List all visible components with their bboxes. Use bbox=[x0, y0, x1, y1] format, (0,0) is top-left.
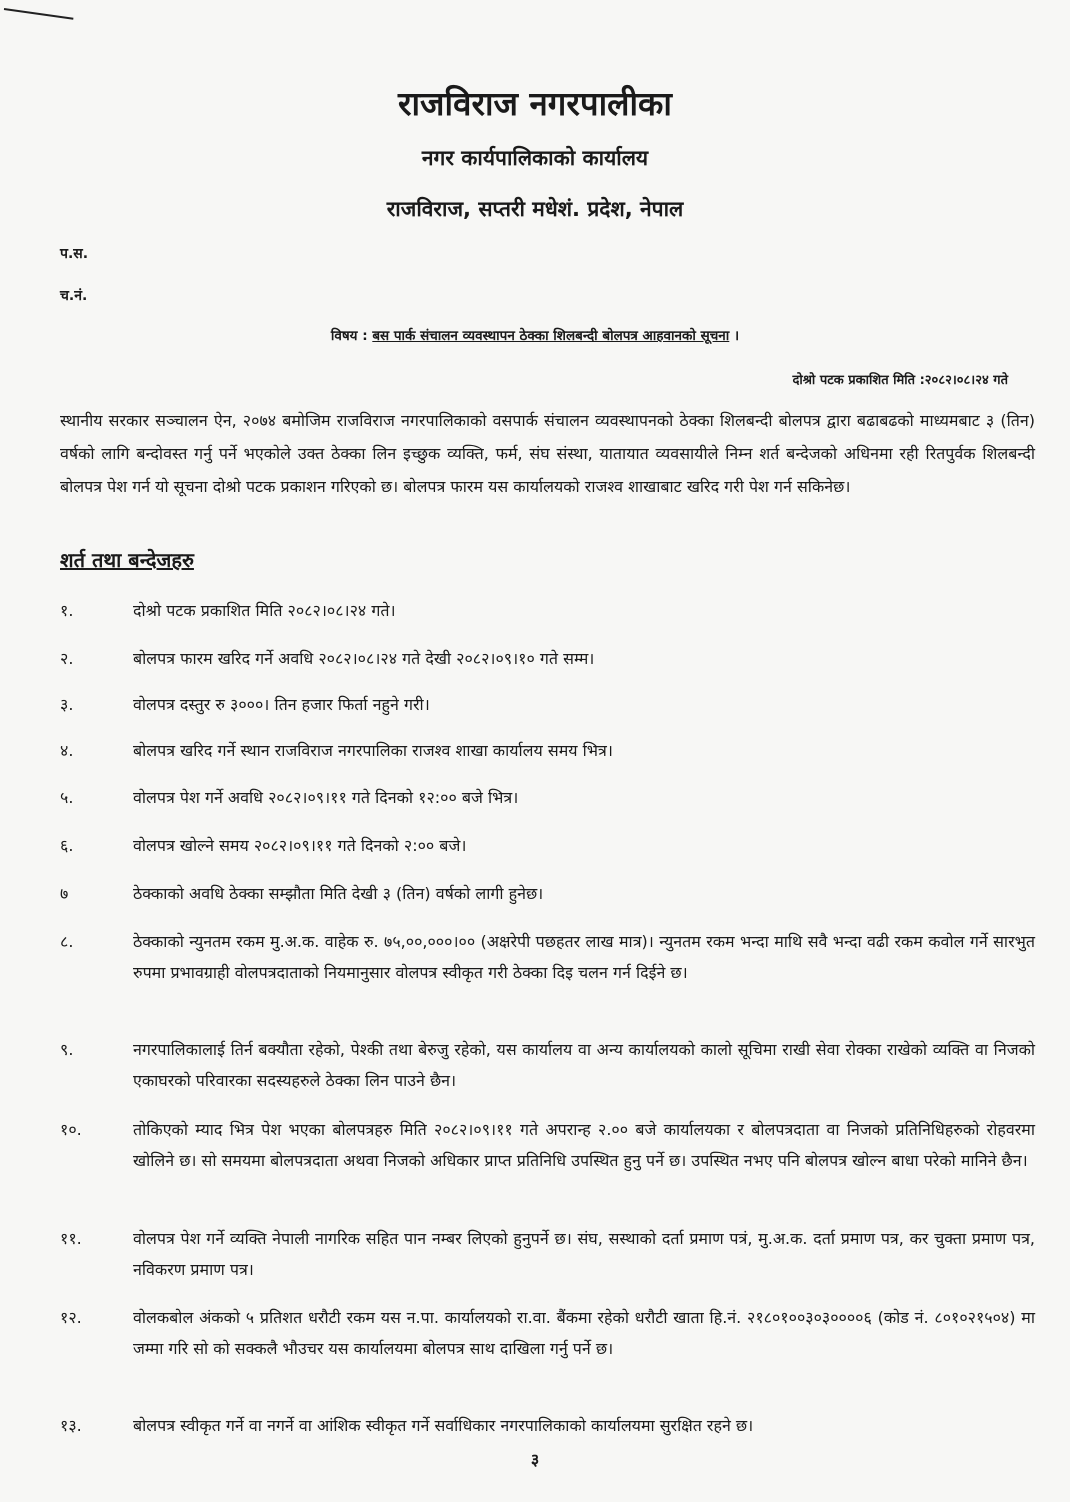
condition-number: १३. bbox=[60, 1416, 82, 1435]
subject-line bbox=[0, 326, 1070, 344]
condition-text: बोलपत्र स्वीकृत गर्ने वा नगर्ने वा आंशिक स्वीकृत गर्ने सर्वाधिकार नगरपालिकाको कार्यालयमा सुरक्षित रहने छ। bbox=[133, 1416, 754, 1435]
condition-text: ठेक्काको न्युनतम रकम मु.अ.क. वाहेक रु. ७५,००,०००।०० (अक्षरेपी पछहतर लाख मात्र)। न्युनतम रकम भन्दा माथि सवै भन्दा वढी रकम कवोल गर्ने सारभुत रुपमा प्रभावग्राही वोलपत्रदाताको नियमानुसार वोलपत्र स्वीकृत गरी ठेक्का दिइ चलन गर्न दिईने छ। bbox=[133, 932, 1035, 982]
condition-text: वोलपत्र खोल्ने समय २०८२।०९।११ गते दिनको २:०० बजे। bbox=[133, 836, 467, 855]
condition-text: वोलपत्र दस्तुर रु ३०००। तिन हजार फिर्ता नहुने गरी। bbox=[133, 695, 430, 714]
condition-number: ८. bbox=[60, 932, 74, 951]
condition-text: ठेक्काको अवधि ठेक्का सम्झौता मिति देखी ३ (तिन) वर्षको लागी हुनेछ। bbox=[133, 884, 544, 903]
condition-text: बोलपत्र खरिद गर्ने स्थान राजविराज नगरपालिका राजश्व शाखा कार्यालय समय भित्र। bbox=[133, 741, 613, 760]
condition-text: वोलकबोल अंकको ५ प्रतिशत धरौटी रकम यस न.पा. कार्यालयको रा.वा. बैंकमा रहेको धरौटी खाता हि.नं. २१८०१००३०३००००६ (कोड नं. ८०१०२१५०४) मा जम्मा गरि सो को सक्कलै भौउचर यस कार्यालयमा बोलपत्र साथ दाखिला गर्नु पर्ने छ। bbox=[133, 1308, 1035, 1358]
publication-date: दोश्रो पटक प्रकाशित मिति :२०८२।०८।२४ गते bbox=[792, 373, 1008, 388]
condition-text: तोकिएको म्याद भित्र पेश भएका बोलपत्रहरु मिति २०८२।०९।११ गते अपरान्ह २.०० बजे कार्यालयका र बोलपत्रदाता वा निजको प्रतिनिधिहरुको रोहवरमा खोलिने छ। सो समयमा बोलपत्रदाता अथवा निजको अधिकार प्राप्त प्रतिनिधि उपस्थित हुनु पर्ने छ। उपस्थित नभए पनि बोलपत्र खोल्न बाधा परेको मानिने छैन। bbox=[133, 1120, 1035, 1170]
intro-paragraph: स्थानीय सरकार सञ्चालन ऐन, २०७४ बमोजिम राजविराज नगरपालिकाको वसपार्क संचालन व्यवस्थापनको ठेक्का शिलबन्दी बोलपत्र द्वारा बढाबढको माध्यमबाट ३ (तिन) वर्षको लागि बन्दोवस्त गर्नु पर्ने भएकोले उक्त ठेक्का लिन इच्छुक व्यक्ति, फर्म, संघ संस्था, यातायात व्यवसायीले निम्न शर्त बन्देजको अधिनमा रही रितपुर्वक शिलबन्दी बोलपत्र पेश गर्न यो सूचना दोश्रो पटक प्रकाशन गरिएको छ। बोलपत्र फारम यस कार्यालयको राजश्व शाखाबाट खरिद गरी पेश गर्न सकिनेछ। bbox=[60, 411, 1035, 496]
ref-ps: प.स. bbox=[60, 246, 89, 262]
page-number: ३ bbox=[530, 1450, 540, 1469]
condition-number: ६. bbox=[60, 836, 74, 855]
ref-chn: च.नं. bbox=[60, 288, 88, 304]
condition-number: ३. bbox=[60, 695, 74, 714]
office-address: राजविराज, सप्तरी मधेशं. प्रदेश, नेपाल bbox=[386, 197, 684, 221]
subject-text: बस पार्क संचालन व्यवस्थापन ठेक्का शिलबन्दी बोलपत्र आहवानको सूचना bbox=[372, 328, 730, 344]
condition-number: २. bbox=[60, 649, 74, 668]
office-title: नगर कार्यपालिकाको कार्यालय bbox=[421, 146, 649, 170]
condition-number: १०. bbox=[60, 1120, 82, 1139]
condition-number: ४. bbox=[60, 741, 74, 760]
subject-label: विषय : bbox=[330, 328, 368, 344]
municipality-title: राजविराज नगरपालीका bbox=[398, 84, 672, 123]
condition-number: १२. bbox=[60, 1308, 82, 1327]
conditions-heading: शर्त तथा बन्देजहरु bbox=[60, 548, 194, 572]
condition-number: ११. bbox=[60, 1229, 82, 1248]
condition-number: ९. bbox=[60, 1040, 74, 1059]
condition-text: नगरपालिकालाई तिर्न बक्यौता रहेको, पेश्की तथा बेरुजु रहेको, यस कार्यालय वा अन्य कार्यालयको कालो सूचिमा राखी सेवा रोक्का राखेको व्यक्ति वा निजको एकाघरको परिवारका सदस्यहरुले ठेक्का लिन पाउने छैन। bbox=[133, 1040, 1035, 1090]
condition-number: १. bbox=[60, 601, 74, 620]
subject-end: । bbox=[733, 328, 740, 344]
condition-text: वोलपत्र पेश गर्ने अवधि २०८२।०९।११ गते दिनको १२:०० बजे भित्र। bbox=[133, 788, 519, 807]
condition-number: ५. bbox=[60, 788, 74, 807]
condition-text: दोश्रो पटक प्रकाशित मिति २०८२।०८।२४ गते। bbox=[133, 601, 396, 620]
pen-mark bbox=[4, 8, 74, 20]
condition-number: ७ bbox=[60, 884, 69, 903]
condition-text: वोलपत्र पेश गर्ने व्यक्ति नेपाली नागरिक सहित पान नम्बर लिएको हुनुपर्ने छ। संघ, सस्थाको दर्ता प्रमाण पत्रं, मु.अ.क. दर्ता प्रमाण पत्र, कर चुक्ता प्रमाण पत्र, नविकरण प्रमाण पत्र। bbox=[133, 1229, 1035, 1279]
condition-text: बोलपत्र फारम खरिद गर्ने अवधि २०८२।०८।२४ गते देखी २०८२।०९।१० गते सम्म। bbox=[133, 649, 595, 668]
